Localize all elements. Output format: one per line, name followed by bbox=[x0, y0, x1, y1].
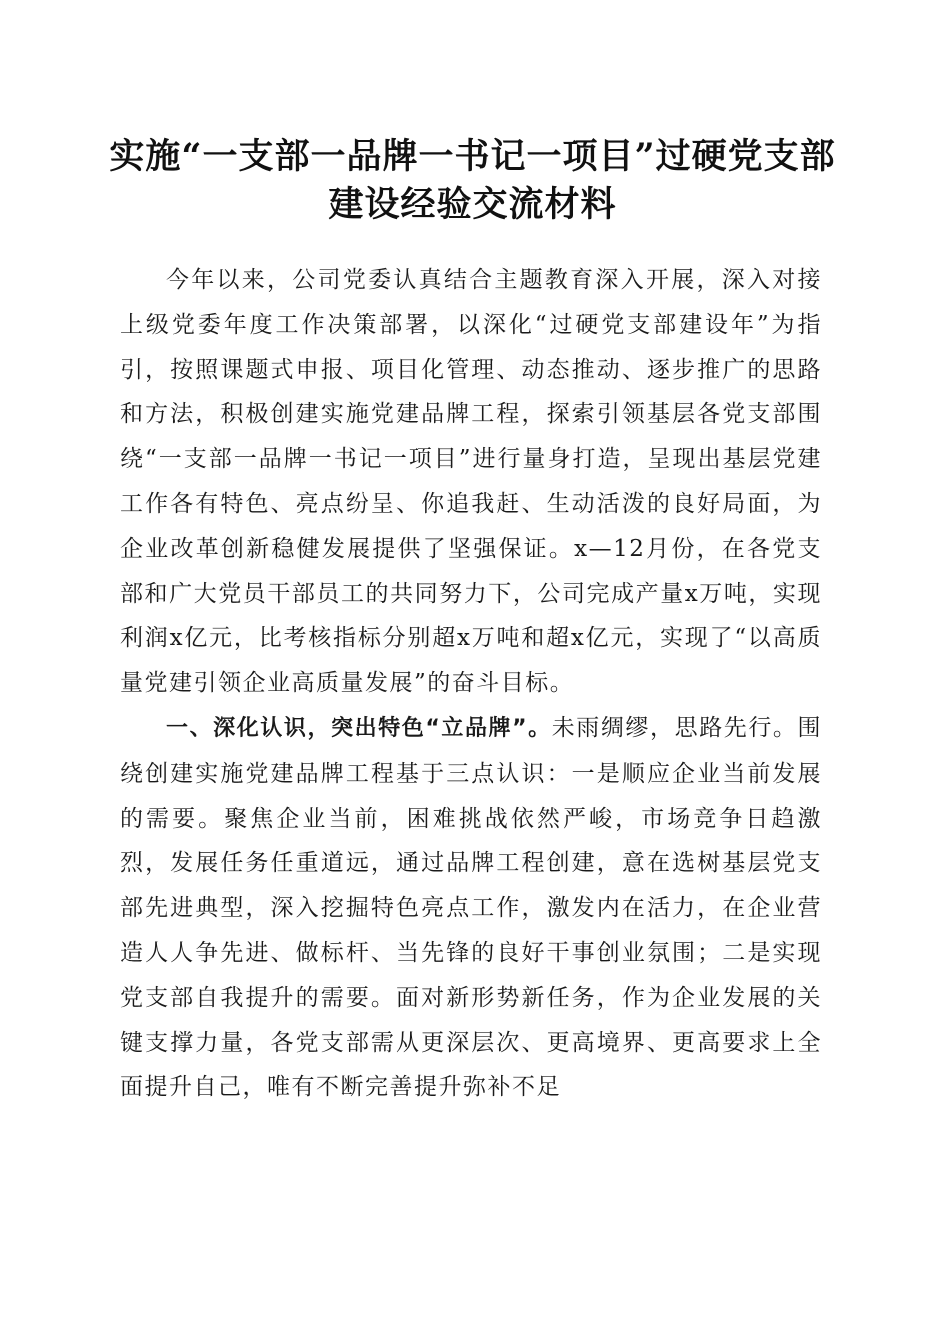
section-one-heading: 一、深化认识，突出特色“立品牌”。 bbox=[166, 715, 552, 741]
section-one-paragraph bbox=[120, 706, 822, 1110]
document-body bbox=[120, 258, 822, 1110]
intro-paragraph-text: 今年以来，公司党委认真结合主题教育深入开展，深入对接上级党委年度工作决策部署，以深化“过硬党支部建设年”为指引，按照课题式申报、项目化管理、动态推动、逐步推广的思路和方法，积极创建实施党建品牌工程，探索引领基层各党支部围绕“一支部一品牌一书记一项目”进行量身打造，呈现出基层党建工作各有特色、亮点纷呈、你追我赶、生动活泼的良好局面，为企业改革创新稳健发展提供了坚强保证。x—12月份，在各党支部和广大党员干部员工的共同努力下，公司完成产量x万吨，实现利润x亿元，比考核指标分别超x万吨和超x亿元，实现了“以高质量党建引领企业高质量发展”的奋斗目标。 bbox=[120, 267, 822, 697]
section-one-text: 未雨绸缪，思路先行。围绕创建实施党建品牌工程基于三点认识：一是顺应企业当前发展的需要。聚焦企业当前，困难挑战依然严峻，市场竞争日趋激烈，发展任务任重道远，通过品牌工程创建，意在选树基层党支部先进典型，深入挖掘特色亮点工作，激发内在活力，在企业营造人人争先进、做标杆、当先锋的良好干事创业氛围；二是实现党支部自我提升的需要。面对新形势新任务，作为企业发展的关键支撑力量，各党支部需从更深层次、更高境界、更高要求上全面提升自己，唯有不断完善提升弥补不足 bbox=[120, 714, 823, 1101]
intro-paragraph bbox=[120, 258, 822, 706]
document-title: 实施“一支部一品牌一书记一项目”过硬党支部建设经验交流材料 bbox=[109, 136, 836, 225]
